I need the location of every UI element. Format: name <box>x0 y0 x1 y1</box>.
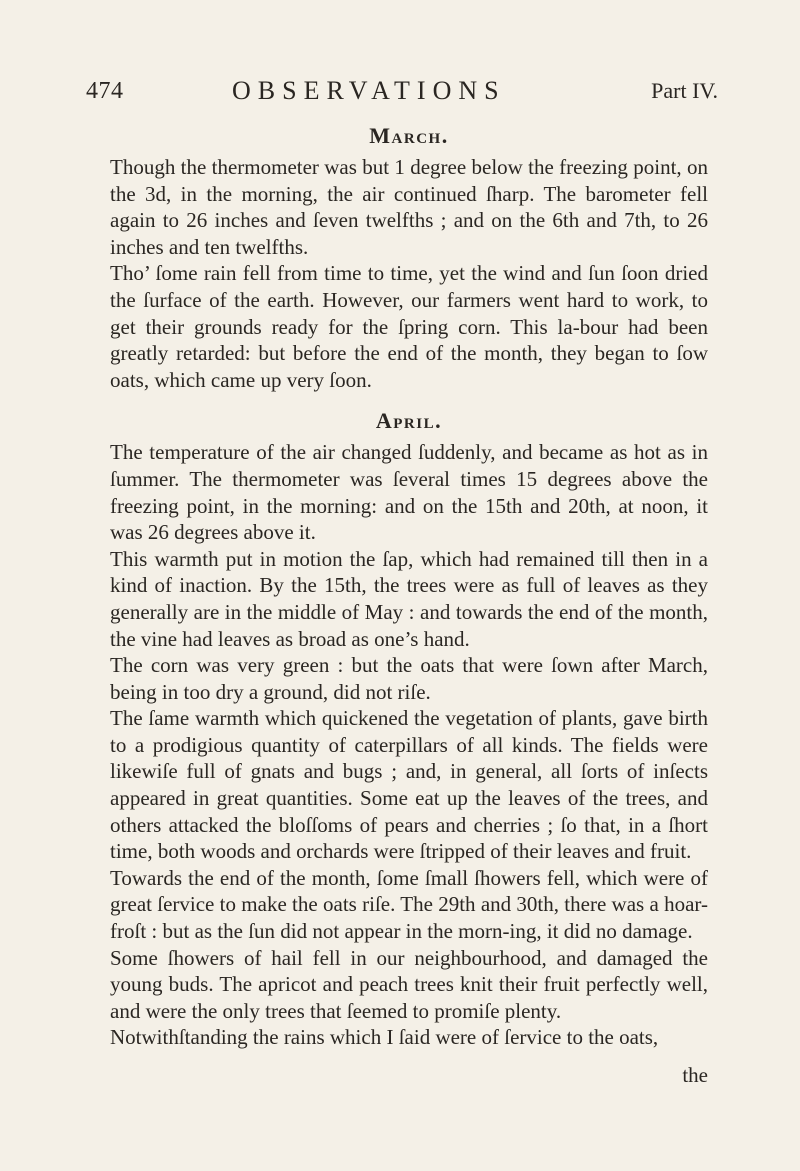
paragraph: Some ſhowers of hail fell in our neighbourhood, and damaged the young buds. The apricot and peach trees knit their fruit perfectly well, and were the only trees that ſeemed to promiſe plenty. <box>110 945 708 1023</box>
running-head <box>86 72 718 112</box>
section-heading-march: March. <box>369 123 449 148</box>
paragraph: The corn was very green : but the oats that were ſown after March, being in too dry a ground, did not riſe. <box>110 653 708 704</box>
section-heading-april: April. <box>375 408 443 434</box>
paragraph: Tho’ ſome rain fell from time to time, yet the wind and ſun ſoon dried the ſurface of the earth. However, our farmers went hard to work, to get their grounds ready for the ſpring corn. This la-bour had been greatly retarded: but before the end of the month, they began to ſow oats, which came up very ſoon. <box>110 261 708 392</box>
running-title: OBSERVATIONS <box>232 76 506 105</box>
paragraph: This warmth put in motion the ſap, which had remained till then in a kind of inaction. By the 15th, the trees were as full of leaves as they generally are in the middle of May : and towards the end of the month, the vine had leaves as broad as one’s hand. <box>110 546 708 651</box>
paragraph: Notwithſtanding the rains which I ſaid were of ſervice to the oats, <box>110 1025 659 1050</box>
text-block <box>110 118 708 1051</box>
paragraph: Towards the end of the month, ſome ſmall ſhowers fell, which were of great ſervice to make the oats riſe. The 29th and 30th, there was a hoar-froſt : but as the ſun did not appear in the morn-ing, it did no damage. <box>110 865 708 944</box>
page-number: 474 <box>86 78 124 104</box>
paragraph: The temperature of the air changed ſuddenly, and became as hot as in ſummer. The thermometer was ſeveral times 15 degrees above the freezing point, in the morning: and on the 15th and 20th, at noon, it was 26 degrees above it. <box>110 440 708 545</box>
paragraph: The ſame warmth which quickened the vegetation of plants, gave birth to a prodigious quantity of caterpillars of all kinds. The fields were likewiſe full of gnats and bugs ; and, in general, all ſorts of inſects appeared in great quantities. Some eat up the leaves of the trees, and others attacked the bloſſoms of pears and cherries ; ſo that, in a ſhort time, both woods and orchards were ſtripped of their leaves and fruit. <box>110 706 708 864</box>
part-label: Part IV. <box>651 78 718 103</box>
paragraph: Though the thermometer was but 1 degree below the freezing point, on the 3d, in the morning, the air continued ſharp. The barometer fell again to 26 inches and ſeven twelfths ; and on the 6th and 7th, to 26 inches and ten twelfths. <box>110 155 708 259</box>
catchword: the <box>682 1063 708 1087</box>
